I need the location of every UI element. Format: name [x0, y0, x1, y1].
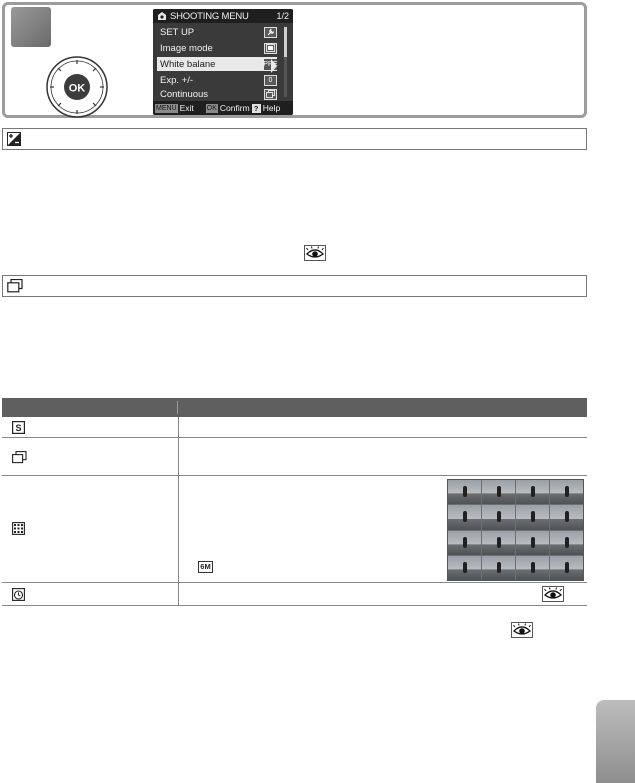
- single-frame-icon: [12, 421, 25, 434]
- interval-timer-icon: [12, 588, 25, 601]
- selection-arrow-icon: [271, 59, 277, 73]
- lcd-menu-item-label: SET UP: [160, 26, 195, 38]
- lcd-menu-item-white-balance[interactable]: [157, 57, 277, 71]
- camera-lcd-shooting-menu: [153, 9, 293, 115]
- camera-mode-icon: [11, 7, 51, 47]
- lcd-menu-header: [153, 9, 293, 23]
- multi-shot-sample-photo: [447, 479, 584, 581]
- exposure-compensation-icon: [7, 132, 21, 146]
- reference-eye-icon: [304, 245, 326, 261]
- section-header-exposure-compensation: [2, 128, 587, 150]
- continuous-icon: [12, 451, 27, 464]
- image-mode-icon: [264, 43, 277, 54]
- ok-key-icon: OK: [206, 104, 217, 112]
- table-header: [2, 398, 587, 417]
- lcd-menu-title: SHOOTING MENU: [170, 10, 249, 22]
- confirm-label: Confirm: [219, 103, 250, 113]
- camera-icon: [157, 11, 167, 21]
- menu-instruction-panel: [2, 2, 587, 118]
- table-row-interval-timer: [2, 583, 587, 606]
- menu-key-icon: MENU: [156, 104, 177, 112]
- table-row-single: [2, 417, 587, 438]
- lcd-menu-item-label: Exp. +/-: [160, 74, 193, 86]
- lcd-menu-item-label: Image mode: [160, 42, 213, 54]
- wrench-icon: [264, 27, 277, 38]
- help-key-icon: ?: [252, 104, 261, 113]
- exposure-value-icon: 0: [264, 75, 277, 86]
- lcd-scrollbar: [284, 27, 287, 97]
- help-label: Help: [262, 103, 281, 113]
- lcd-page-indicator: 1/2: [276, 11, 289, 21]
- continuous-icon: [7, 279, 23, 293]
- reference-eye-icon: [542, 586, 564, 602]
- lcd-menu-item-label: White balane: [160, 58, 216, 70]
- image-size-6m-icon: 6M: [198, 561, 213, 573]
- multi-shot-16-icon: [12, 522, 25, 535]
- lcd-menu-item-setup[interactable]: [157, 25, 277, 39]
- ok-button-label: OK: [68, 82, 86, 95]
- lcd-menu-item-label: Continuous: [160, 88, 209, 100]
- lcd-menu-footer: [153, 101, 293, 115]
- lcd-menu-item-image-mode[interactable]: [157, 41, 277, 55]
- section-header-continuous: [2, 275, 587, 297]
- chapter-thumb-tab: [596, 700, 635, 783]
- lcd-menu-item-exposure[interactable]: [157, 73, 277, 87]
- svg-text:S: S: [15, 423, 22, 433]
- reference-eye-icon: [511, 622, 533, 638]
- white-balance-icon: PRE: [263, 60, 278, 68]
- exit-label: Exit: [179, 103, 194, 113]
- continuous-icon: [264, 89, 277, 100]
- lcd-menu-item-continuous[interactable]: [157, 87, 277, 101]
- multi-selector-dial-icon: [45, 55, 109, 119]
- table-row-continuous: [2, 438, 587, 476]
